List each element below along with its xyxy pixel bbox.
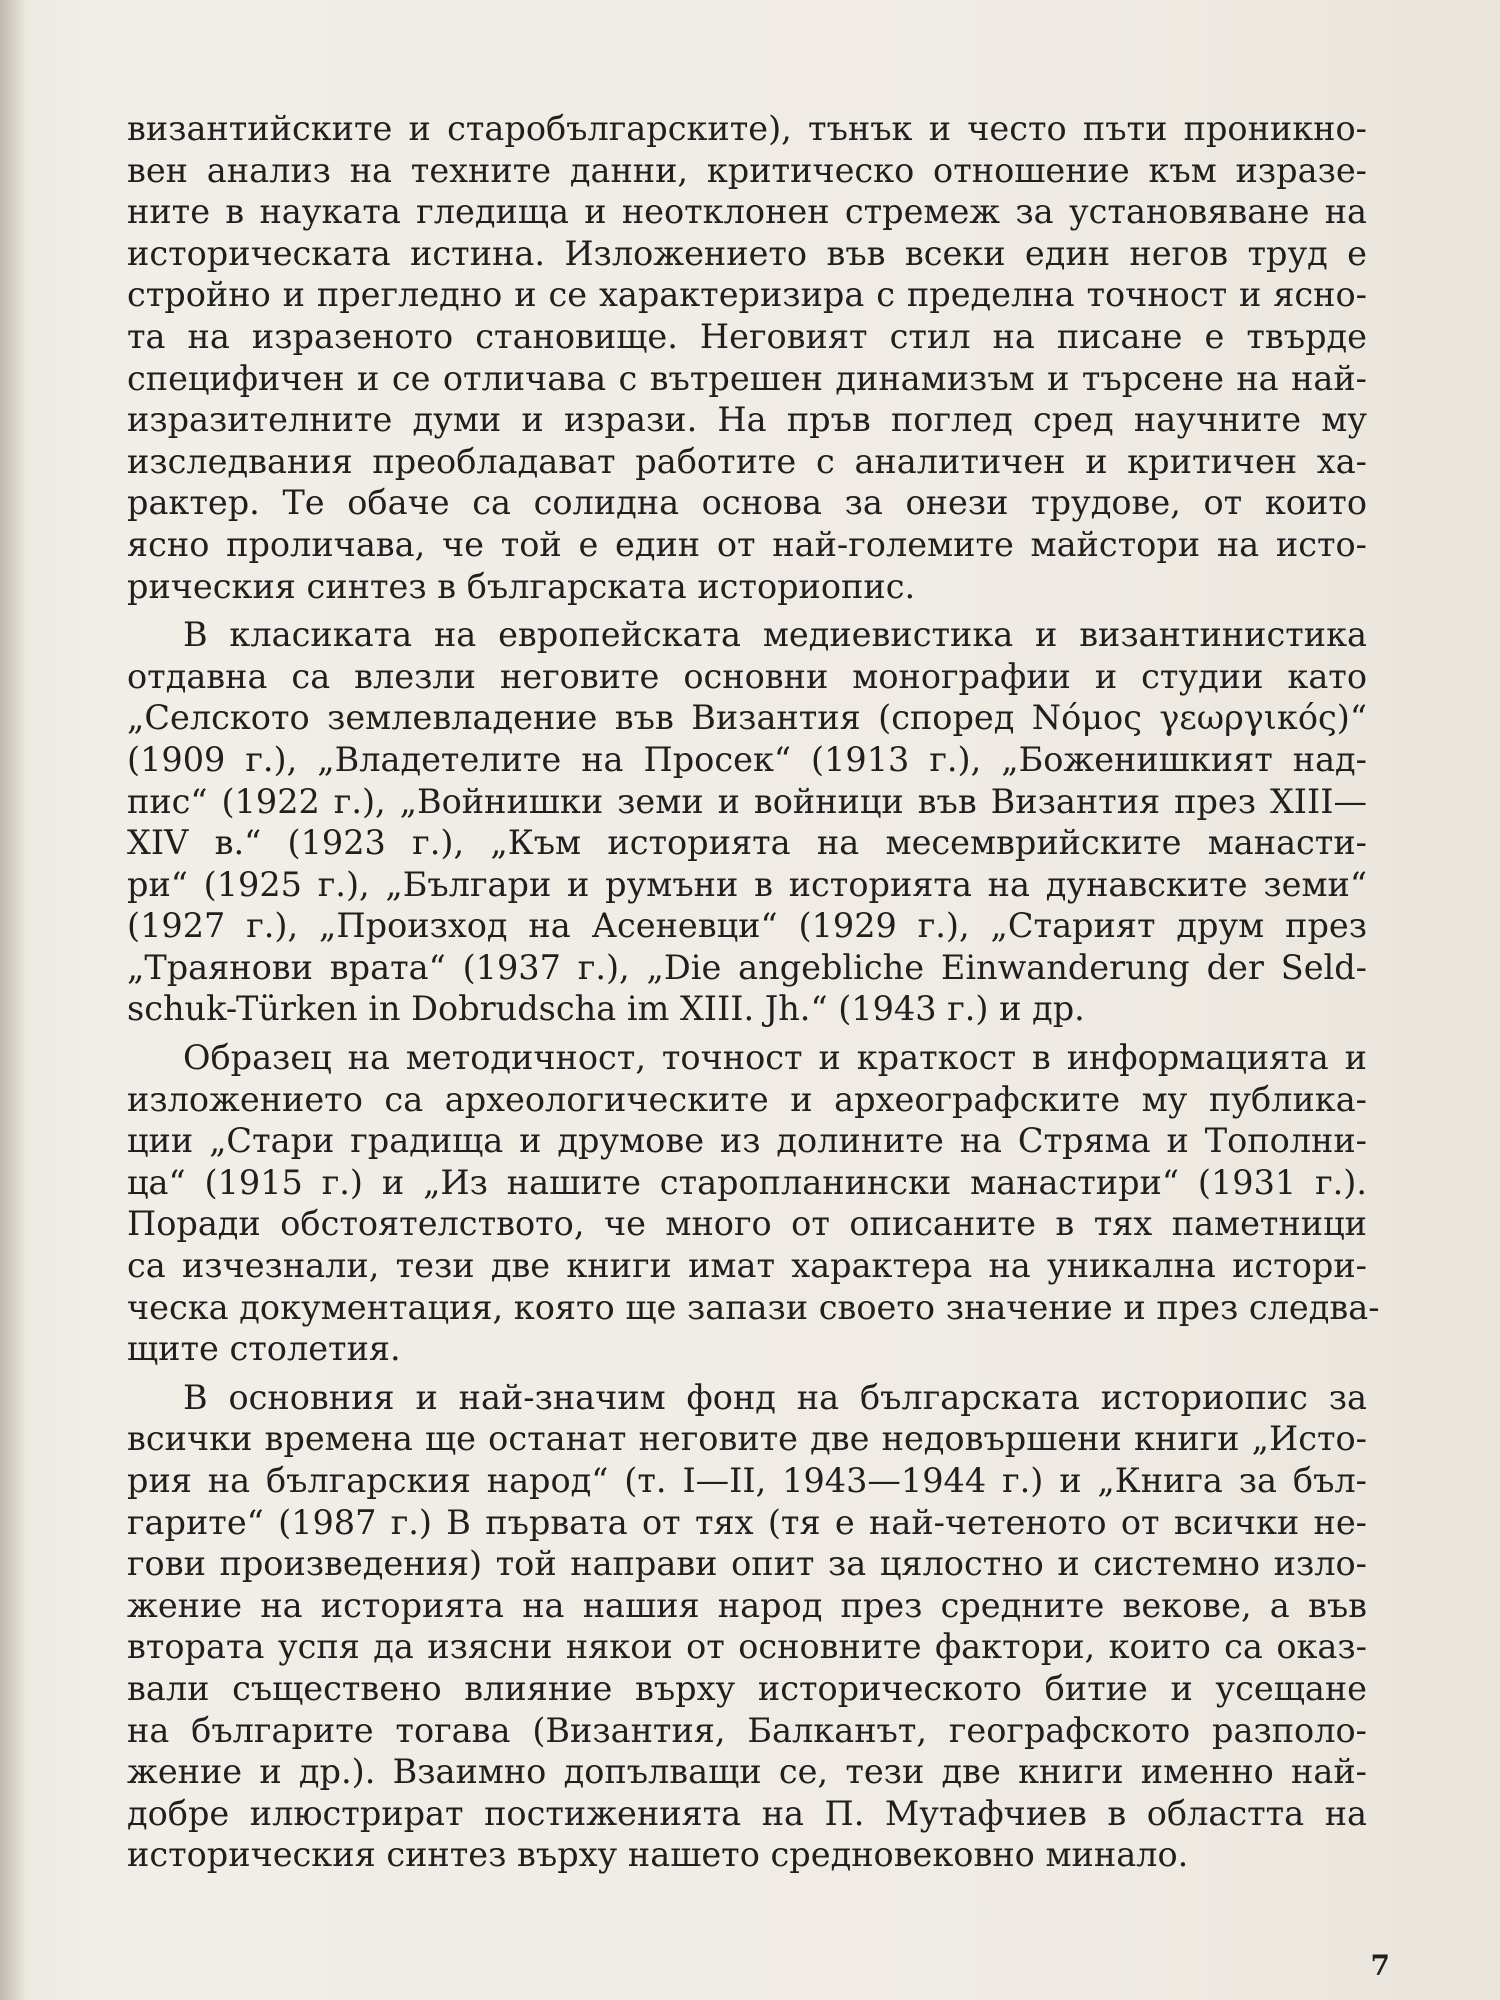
text-line: византийските и старобългарските), тънък и често пъти проникно-: [127, 109, 1367, 148]
text-line: ца“ (1915 г.) и „Из нашите старопланински манастири“ (1931 г.).: [127, 1162, 1367, 1202]
text-line: В основния и най-значим фонд на българската историопис за: [183, 1377, 1367, 1417]
text-line: „Траянови врата“ (1937 г.), „Die angebliche Einwanderung der Seld-: [127, 947, 1367, 987]
text-line: ясно проличава, че той е един от най-големите майстори на исто-: [127, 524, 1367, 564]
text-line: „Селското землевладение във Византия (според Νόμος γεωργικός)“: [127, 698, 1367, 738]
text-line: жение и др.). Взаимно допълващи се, тези две книги именно най-: [127, 1752, 1367, 1792]
text-line: вали съществено влияние върху историческото битие и усещане: [127, 1668, 1367, 1708]
text-line: schuk-Türken in Dobrudscha im XIII. Jh.“ (1943 г.) и др.: [127, 989, 1085, 1029]
text-line: пис“ (1922 г.), „Войнишки земи и войници във Византия през XIII—: [127, 781, 1367, 821]
text-line: та на изразеното становище. Неговият стил на писане е твърде: [127, 316, 1367, 356]
text-line: стройно и прегледно и се характеризира с пределна точност и ясно-: [127, 275, 1367, 315]
text-line: гарите“ (1987 г.) В първата от тях (тя е най-четеното от всички не-: [127, 1502, 1367, 1542]
text-line: (1909 г.), „Владетелите на Просек“ (1913 г.), „Боженишкият над-: [127, 739, 1367, 779]
text-line: на българите тогава (Византия, Балканът, географското разполо-: [127, 1710, 1367, 1750]
paragraph: [127, 614, 1367, 1030]
text-line: специфичен и се отличава с вътрешен динамизъм и търсене на най-: [127, 358, 1367, 398]
text-line: ри“ (1925 г.), „Българи и румъни в историята на дунавските земи“: [127, 864, 1367, 904]
text-line: втората успя да изясни някои от основните фактори, които са оказ-: [127, 1627, 1367, 1667]
text-line: рактер. Те обаче са солидна основа за онези трудове, от които: [127, 483, 1367, 523]
text-line: добре илюстрират постиженията на П. Мутафчиев в областта на: [127, 1793, 1367, 1833]
text-line: рия на българския народ“ (т. I—II, 1943—1944 г.) и „Книга за бъл-: [127, 1461, 1367, 1500]
paragraph: [127, 108, 1367, 607]
text-line: историческата истина. Изложението във всеки един негов труд е: [127, 233, 1367, 273]
text-line: Образец на методичност, точност и краткост в информацията и: [183, 1038, 1367, 1078]
text-line: отдавна са влезли неговите основни монографии и студии като: [127, 656, 1367, 696]
text-line: В класиката на европейската медиевистика и византинистика: [183, 615, 1367, 655]
binding-shadow: [0, 0, 26, 2000]
text-line: жение на историята на нашия народ през средните векове, а във: [127, 1585, 1367, 1625]
text-line: вен анализ на техните данни, критическо отношение към изразе-: [127, 150, 1367, 190]
text-line: всички времена ще останат неговите две недовършени книги „Исто-: [127, 1419, 1367, 1459]
paragraph: [127, 1377, 1367, 1876]
text-line: щите столетия.: [127, 1329, 401, 1369]
text-line: ции „Стари градища и друмове из долините на Стряма и Тополни-: [127, 1121, 1367, 1161]
page-body: [127, 108, 1380, 1876]
text-line: изразителните думи и изрази. На пръв поглед сред научните му: [127, 400, 1367, 440]
paragraph: [127, 1037, 1380, 1370]
text-line: са изчезнали, тези две книги имат характера на уникална истори-: [127, 1246, 1367, 1286]
text-line: гови произведения) той направи опит за цялостно и системно изло-: [127, 1544, 1367, 1584]
text-line: ните в науката гледища и неотклонен стремеж за установяване на: [127, 192, 1367, 232]
text-line: рическия синтез в българската историопис.: [127, 566, 916, 606]
text-line: изследвания преобладават работите с аналитичен и критичен ха-: [127, 441, 1367, 481]
text-line: (1927 г.), „Произход на Асеневци“ (1929 г.), „Старият друм през: [127, 906, 1367, 946]
text-line: историческия синтез върху нашето средновековно минало.: [127, 1835, 1189, 1875]
text-line: изложението са археологическите и археографските му публика-: [127, 1079, 1367, 1119]
page-number: 7: [1370, 1949, 1390, 1982]
text-line: XIV в.“ (1923 г.), „Към историята на месемврийските манасти-: [127, 823, 1367, 863]
text-line: ческа документация, която ще запази своето значение и през следва-: [127, 1287, 1380, 1327]
text-line: Поради обстоятелството, че много от описаните в тях паметници: [127, 1204, 1367, 1244]
